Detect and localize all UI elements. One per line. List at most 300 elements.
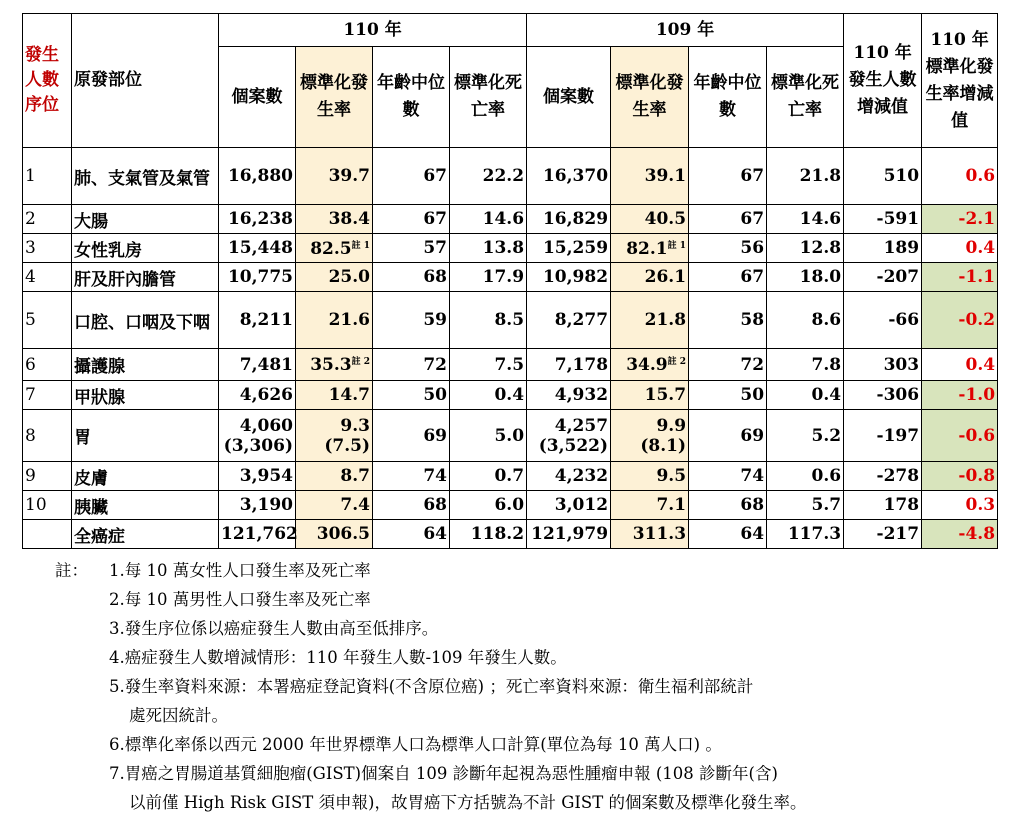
cases-value: 4,626 bbox=[239, 385, 293, 405]
diff-asr-cell bbox=[922, 263, 998, 292]
diff-cases-cell bbox=[844, 148, 922, 205]
header-mort-109: 標準化死亡率 bbox=[767, 47, 844, 148]
site-name: 胰臟 bbox=[74, 497, 108, 518]
asr-cell-109 bbox=[611, 491, 689, 520]
cases-cell-110 bbox=[219, 292, 296, 349]
diff-cases-value: -66 bbox=[888, 310, 920, 330]
diff-asr-cell bbox=[922, 205, 998, 234]
header-asr-110: 標準化發生率 bbox=[296, 47, 373, 148]
median-age-value: 64 bbox=[740, 524, 765, 544]
asr-value: 25.0 bbox=[328, 267, 370, 287]
table-row bbox=[23, 381, 998, 410]
site-name: 肝及肝內膽管 bbox=[74, 269, 176, 290]
cases-value: 10,982 bbox=[542, 267, 609, 287]
rank-cell bbox=[23, 520, 72, 549]
site-cell bbox=[72, 205, 219, 234]
rank-value: 6 bbox=[25, 354, 36, 375]
age-cell-109 bbox=[689, 410, 767, 462]
rank-value: 8 bbox=[25, 425, 36, 446]
mortality-cell-110 bbox=[450, 148, 527, 205]
asr-cell-110 bbox=[296, 205, 373, 234]
mortality-cell-109 bbox=[767, 410, 844, 462]
asr-cell-110 bbox=[296, 349, 373, 381]
mortality-cell-109 bbox=[767, 349, 844, 381]
table-row bbox=[23, 234, 998, 263]
table-row bbox=[23, 349, 998, 381]
mortality-cell-110 bbox=[450, 349, 527, 381]
rank-cell bbox=[23, 462, 72, 491]
table-row bbox=[23, 205, 998, 234]
mortality-value: 0.7 bbox=[494, 466, 525, 486]
diff-asr-value: 0.4 bbox=[965, 238, 996, 258]
diff-cases-value: -306 bbox=[876, 385, 920, 405]
diff-cases-cell bbox=[844, 234, 922, 263]
cases-cell-110 bbox=[219, 205, 296, 234]
mortality-value: 21.8 bbox=[799, 166, 842, 186]
site-name: 肺、支氣管及氣管 bbox=[74, 168, 210, 189]
rank-value: 10 bbox=[25, 495, 47, 515]
median-age-value: 67 bbox=[423, 209, 447, 229]
diff-cases-value: 178 bbox=[883, 495, 920, 515]
age-cell-109 bbox=[689, 234, 767, 263]
rank-value: 2 bbox=[25, 209, 36, 229]
cases-excl-gist: (3,522) bbox=[538, 435, 609, 456]
age-cell-110 bbox=[373, 292, 450, 349]
cases-value: 16,880 bbox=[227, 166, 293, 186]
cases-value: 15,448 bbox=[227, 238, 293, 258]
asr-cell-110 bbox=[296, 462, 373, 491]
age-cell-110 bbox=[373, 491, 450, 520]
cases-value: 10,775 bbox=[227, 267, 293, 287]
footnote-5-cont: 處死因統計。 bbox=[129, 706, 228, 725]
diff-cases-cell bbox=[844, 349, 922, 381]
age-cell-110 bbox=[373, 381, 450, 410]
footnote-1: 1.每 10 萬女性人口發生率及死亡率 bbox=[109, 561, 371, 580]
diff-cases-cell bbox=[844, 381, 922, 410]
age-cell-110 bbox=[373, 462, 450, 491]
site-cell bbox=[72, 520, 219, 549]
median-age-value: 67 bbox=[423, 166, 447, 186]
cases-cell-109 bbox=[527, 520, 611, 549]
cases-excl-gist: (3,306) bbox=[223, 435, 293, 456]
asr-cell-110 bbox=[296, 491, 373, 520]
mortality-cell-110 bbox=[450, 520, 527, 549]
diff-asr-cell bbox=[922, 491, 998, 520]
asr-excl-gist: (8.1) bbox=[640, 435, 687, 456]
header-age-109: 年齡中位數 bbox=[689, 47, 767, 148]
mortality-value: 13.8 bbox=[482, 238, 525, 258]
asr-cell-110 bbox=[296, 381, 373, 410]
median-age-value: 58 bbox=[740, 310, 765, 330]
site-name: 胃 bbox=[74, 428, 91, 448]
site-cell bbox=[72, 410, 219, 462]
mortality-cell-110 bbox=[450, 205, 527, 234]
age-cell-110 bbox=[373, 263, 450, 292]
site-name: 女性乳房 bbox=[74, 240, 142, 261]
diff-asr-cell bbox=[922, 381, 998, 410]
header-year-110: 110 年 bbox=[219, 14, 527, 47]
median-age-value: 69 bbox=[423, 425, 447, 446]
site-name: 皮膚 bbox=[74, 468, 108, 489]
diff-cases-value: 303 bbox=[883, 354, 920, 375]
diff-asr-value: -2.1 bbox=[958, 209, 996, 229]
diff-cases-cell bbox=[844, 410, 922, 462]
asr-value: 7.1 bbox=[656, 495, 687, 515]
cases-value: 121,762 bbox=[221, 524, 298, 544]
diff-asr-cell bbox=[922, 349, 998, 381]
diff-cases-cell bbox=[844, 263, 922, 292]
cases-cell-109 bbox=[527, 349, 611, 381]
footnote-3: 3.發生序位係以癌症發生人數由高至低排序。 bbox=[109, 619, 439, 638]
site-cell bbox=[72, 263, 219, 292]
age-cell-109 bbox=[689, 491, 767, 520]
median-age-value: 50 bbox=[423, 385, 447, 405]
footnote-5: 5.發生率資料來源：本署癌症登記資料(不含原位癌) ；死亡率資料來源：衛生福利部統計 bbox=[109, 677, 754, 696]
asr-value: 7.4 bbox=[340, 495, 370, 515]
cases-cell-110 bbox=[219, 520, 296, 549]
diff-asr-value: 0.3 bbox=[965, 495, 996, 515]
diff-asr-cell bbox=[922, 410, 998, 462]
rank-value: 3 bbox=[25, 238, 36, 258]
diff-asr-value: 0.6 bbox=[965, 166, 996, 186]
mortality-value: 117.3 bbox=[787, 524, 842, 544]
diff-cases-cell bbox=[844, 491, 922, 520]
cases-value: 16,370 bbox=[542, 166, 609, 186]
cases-value: 4,257 bbox=[554, 415, 609, 436]
asr-value: 9.5 bbox=[656, 466, 687, 486]
diff-asr-cell bbox=[922, 234, 998, 263]
asr-cell-109 bbox=[611, 520, 689, 549]
cases-cell-110 bbox=[219, 263, 296, 292]
cases-value: 3,954 bbox=[239, 466, 293, 486]
age-cell-110 bbox=[373, 205, 450, 234]
table-row bbox=[23, 148, 998, 205]
mortality-cell-109 bbox=[767, 462, 844, 491]
median-age-value: 67 bbox=[740, 209, 765, 229]
age-cell-110 bbox=[373, 410, 450, 462]
mortality-value: 6.0 bbox=[494, 495, 525, 515]
mortality-value: 22.2 bbox=[482, 166, 525, 186]
age-cell-110 bbox=[373, 148, 450, 205]
asr-value: 39.7 bbox=[328, 166, 370, 186]
asr-value: 14.7 bbox=[328, 385, 370, 405]
cases-cell-109 bbox=[527, 410, 611, 462]
rank-value: 1 bbox=[25, 166, 36, 186]
diff-cases-cell bbox=[844, 292, 922, 349]
header-cases-110: 個案數 bbox=[219, 47, 296, 148]
asr-cell-109 bbox=[611, 462, 689, 491]
site-cell bbox=[72, 381, 219, 410]
median-age-value: 69 bbox=[740, 425, 765, 446]
cases-value: 15,259 bbox=[542, 238, 609, 258]
asr-value: 21.6 bbox=[328, 310, 370, 330]
mortality-cell-110 bbox=[450, 292, 527, 349]
footnote-7: 7.胃癌之胃腸道基質細胞瘤(GIST)個案自 109 診斷年起視為惡性腫瘤申報 (108 診斷年(含) bbox=[109, 764, 778, 783]
diff-asr-value: -4.8 bbox=[958, 524, 996, 544]
diff-cases-value: -207 bbox=[876, 267, 920, 287]
mortality-value: 8.6 bbox=[811, 310, 842, 330]
cases-cell-109 bbox=[527, 263, 611, 292]
asr-value: 306.5 bbox=[316, 524, 370, 544]
table-row bbox=[23, 491, 998, 520]
cases-value: 16,238 bbox=[227, 209, 293, 229]
rank-cell bbox=[23, 292, 72, 349]
cases-cell-109 bbox=[527, 292, 611, 349]
mortality-value: 5.7 bbox=[811, 495, 842, 515]
asr-value: 9.9 bbox=[656, 415, 687, 436]
table-row bbox=[23, 410, 998, 462]
diff-cases-value: 189 bbox=[883, 238, 920, 258]
asr-cell-109 bbox=[611, 263, 689, 292]
rank-value: 7 bbox=[25, 385, 36, 405]
mortality-cell-109 bbox=[767, 148, 844, 205]
median-age-value: 74 bbox=[423, 466, 447, 486]
footnote-ref: 註 1 bbox=[667, 240, 687, 251]
cases-cell-109 bbox=[527, 205, 611, 234]
mortality-value: 0.4 bbox=[494, 385, 525, 405]
cancer-statistics-table bbox=[22, 13, 998, 549]
rank-cell bbox=[23, 410, 72, 462]
header-diff-asr: 110 年標準化發生率增減值 bbox=[922, 14, 998, 148]
diff-cases-cell bbox=[844, 205, 922, 234]
cases-value: 8,211 bbox=[239, 310, 293, 330]
asr-value: 26.1 bbox=[644, 267, 687, 287]
asr-cell-110 bbox=[296, 520, 373, 549]
mortality-value: 5.2 bbox=[811, 425, 842, 446]
header-age-110: 年齡中位數 bbox=[373, 47, 450, 148]
age-cell-109 bbox=[689, 349, 767, 381]
mortality-cell-109 bbox=[767, 292, 844, 349]
diff-asr-cell bbox=[922, 292, 998, 349]
asr-cell-109 bbox=[611, 410, 689, 462]
asr-value: 34.9 bbox=[626, 355, 668, 375]
header-asr-109: 標準化發生率 bbox=[611, 47, 689, 148]
diff-asr-value: -1.1 bbox=[958, 267, 996, 287]
site-cell bbox=[72, 349, 219, 381]
median-age-value: 59 bbox=[423, 310, 447, 330]
median-age-value: 74 bbox=[740, 466, 765, 486]
footnote-ref: 註 1 bbox=[351, 240, 370, 251]
median-age-value: 68 bbox=[423, 267, 447, 287]
asr-cell-109 bbox=[611, 292, 689, 349]
header-rank: 發生人數序位 bbox=[23, 14, 72, 148]
site-cell bbox=[72, 148, 219, 205]
asr-value: 82.1 bbox=[626, 238, 668, 259]
cases-value: 121,979 bbox=[531, 524, 609, 544]
asr-value: 39.1 bbox=[644, 166, 687, 186]
footnote-ref: 註 2 bbox=[351, 357, 370, 367]
site-name: 甲狀腺 bbox=[74, 387, 125, 408]
rank-cell bbox=[23, 148, 72, 205]
asr-value: 35.3 bbox=[310, 355, 352, 375]
mortality-value: 0.6 bbox=[811, 466, 842, 486]
mortality-value: 8.5 bbox=[494, 310, 525, 330]
median-age-value: 68 bbox=[423, 495, 447, 515]
rank-cell bbox=[23, 205, 72, 234]
cases-cell-110 bbox=[219, 349, 296, 381]
rank-cell bbox=[23, 234, 72, 263]
age-cell-109 bbox=[689, 263, 767, 292]
mortality-value: 0.4 bbox=[811, 385, 842, 405]
mortality-cell-110 bbox=[450, 410, 527, 462]
asr-cell-110 bbox=[296, 148, 373, 205]
asr-value: 40.5 bbox=[644, 209, 687, 229]
site-cell bbox=[72, 491, 219, 520]
header-year-109: 109 年 bbox=[527, 14, 844, 47]
asr-cell-110 bbox=[296, 292, 373, 349]
mortality-value: 14.6 bbox=[799, 209, 842, 229]
age-cell-109 bbox=[689, 462, 767, 491]
asr-value: 311.3 bbox=[632, 524, 687, 544]
cases-value: 16,829 bbox=[542, 209, 609, 229]
site-name: 攝護腺 bbox=[74, 357, 125, 377]
header-site: 原發部位 bbox=[72, 14, 219, 148]
diff-asr-cell bbox=[922, 148, 998, 205]
mortality-cell-109 bbox=[767, 491, 844, 520]
asr-cell-109 bbox=[611, 349, 689, 381]
cases-value: 4,932 bbox=[554, 385, 609, 405]
age-cell-110 bbox=[373, 234, 450, 263]
header-mort-110: 標準化死亡率 bbox=[450, 47, 527, 148]
table-row bbox=[23, 292, 998, 349]
mortality-cell-109 bbox=[767, 205, 844, 234]
age-cell-109 bbox=[689, 205, 767, 234]
rank-cell bbox=[23, 381, 72, 410]
rank-cell bbox=[23, 263, 72, 292]
diff-asr-value: -0.8 bbox=[958, 466, 996, 486]
median-age-value: 72 bbox=[740, 354, 765, 375]
diff-asr-cell bbox=[922, 520, 998, 549]
cases-cell-109 bbox=[527, 381, 611, 410]
footnote-6: 6.標準化率係以西元 2000 年世界標準人口為標準人口計算(單位為每 10 萬人口) 。 bbox=[109, 735, 722, 754]
cases-cell-109 bbox=[527, 234, 611, 263]
site-name: 全癌症 bbox=[74, 526, 125, 547]
median-age-value: 72 bbox=[423, 354, 447, 375]
mortality-value: 18.0 bbox=[799, 267, 842, 287]
cases-cell-110 bbox=[219, 462, 296, 491]
diff-asr-value: -0.6 bbox=[958, 425, 996, 446]
asr-cell-109 bbox=[611, 381, 689, 410]
footnote-label: 註： bbox=[55, 561, 88, 580]
asr-cell-109 bbox=[611, 234, 689, 263]
mortality-cell-110 bbox=[450, 491, 527, 520]
mortality-cell-110 bbox=[450, 462, 527, 491]
cases-value: 8,277 bbox=[554, 310, 609, 330]
mortality-value: 5.0 bbox=[494, 425, 525, 446]
cases-cell-110 bbox=[219, 234, 296, 263]
footnote-7-cont: 以前僅 High Risk GIST 須申報)，故胃癌下方括號為不計 GIST 的個案數及標準化發生率。 bbox=[129, 793, 807, 812]
diff-cases-cell bbox=[844, 462, 922, 491]
diff-cases-value: 510 bbox=[883, 166, 920, 186]
mortality-cell-109 bbox=[767, 381, 844, 410]
asr-cell-110 bbox=[296, 234, 373, 263]
cases-cell-110 bbox=[219, 381, 296, 410]
cases-value: 4,232 bbox=[554, 466, 609, 486]
median-age-value: 57 bbox=[423, 238, 447, 258]
median-age-value: 67 bbox=[740, 267, 765, 287]
mortality-value: 14.6 bbox=[482, 209, 525, 229]
header-cases-109: 個案數 bbox=[527, 47, 611, 148]
table-row bbox=[23, 520, 998, 549]
cases-value: 7,178 bbox=[554, 354, 609, 375]
rank-value: 9 bbox=[25, 466, 36, 486]
asr-cell-110 bbox=[296, 410, 373, 462]
median-age-value: 56 bbox=[740, 238, 765, 258]
mortality-value: 7.8 bbox=[811, 354, 842, 375]
site-cell bbox=[72, 292, 219, 349]
rank-value: 5 bbox=[25, 310, 36, 330]
rank-cell bbox=[23, 491, 72, 520]
asr-value: 21.8 bbox=[644, 310, 687, 330]
diff-asr-value: -0.2 bbox=[958, 310, 996, 330]
diff-cases-cell bbox=[844, 520, 922, 549]
mortality-cell-109 bbox=[767, 520, 844, 549]
cases-cell-109 bbox=[527, 148, 611, 205]
mortality-cell-110 bbox=[450, 234, 527, 263]
diff-cases-value: -278 bbox=[876, 466, 920, 486]
cases-value: 3,190 bbox=[239, 495, 293, 515]
median-age-value: 50 bbox=[740, 385, 765, 405]
age-cell-109 bbox=[689, 148, 767, 205]
footnote-4: 4.癌症發生人數增減情形：110 年發生人數-109 年發生人數。 bbox=[109, 648, 567, 667]
age-cell-110 bbox=[373, 349, 450, 381]
cases-value: 4,060 bbox=[239, 415, 293, 436]
cases-cell-110 bbox=[219, 410, 296, 462]
diff-asr-value: 0.4 bbox=[965, 354, 996, 375]
mortality-cell-110 bbox=[450, 263, 527, 292]
site-name: 大腸 bbox=[74, 211, 108, 232]
cases-value: 7,481 bbox=[239, 354, 293, 375]
age-cell-109 bbox=[689, 381, 767, 410]
asr-cell-109 bbox=[611, 148, 689, 205]
asr-cell-109 bbox=[611, 205, 689, 234]
asr-excl-gist: (7.5) bbox=[324, 435, 370, 456]
cases-cell-109 bbox=[527, 462, 611, 491]
cases-cell-110 bbox=[219, 491, 296, 520]
table-body bbox=[23, 148, 998, 549]
median-age-value: 67 bbox=[740, 166, 765, 186]
diff-cases-value: -197 bbox=[876, 425, 920, 446]
asr-value: 15.7 bbox=[644, 385, 687, 405]
rank-cell bbox=[23, 349, 72, 381]
mortality-cell-109 bbox=[767, 263, 844, 292]
mortality-cell-109 bbox=[767, 234, 844, 263]
age-cell-109 bbox=[689, 292, 767, 349]
asr-value: 9.3 bbox=[340, 415, 370, 436]
age-cell-109 bbox=[689, 520, 767, 549]
cases-cell-109 bbox=[527, 491, 611, 520]
mortality-cell-110 bbox=[450, 381, 527, 410]
asr-value: 82.5 bbox=[310, 238, 352, 259]
site-cell bbox=[72, 234, 219, 263]
diff-asr-value: -1.0 bbox=[958, 385, 996, 405]
footnote-2: 2.每 10 萬男性人口發生率及死亡率 bbox=[109, 590, 371, 609]
header-diff-cases: 110 年發生人數增減值 bbox=[844, 14, 922, 148]
cases-value: 3,012 bbox=[554, 495, 609, 515]
mortality-value: 17.9 bbox=[482, 267, 525, 287]
site-cell bbox=[72, 462, 219, 491]
rank-value: 4 bbox=[25, 267, 36, 287]
mortality-value: 12.8 bbox=[799, 238, 842, 258]
asr-value: 8.7 bbox=[340, 466, 370, 486]
table-row bbox=[23, 263, 998, 292]
median-age-value: 64 bbox=[423, 524, 447, 544]
diff-cases-value: -217 bbox=[876, 524, 920, 544]
mortality-value: 7.5 bbox=[494, 354, 525, 375]
diff-asr-cell bbox=[922, 462, 998, 491]
age-cell-110 bbox=[373, 520, 450, 549]
cases-cell-110 bbox=[219, 148, 296, 205]
